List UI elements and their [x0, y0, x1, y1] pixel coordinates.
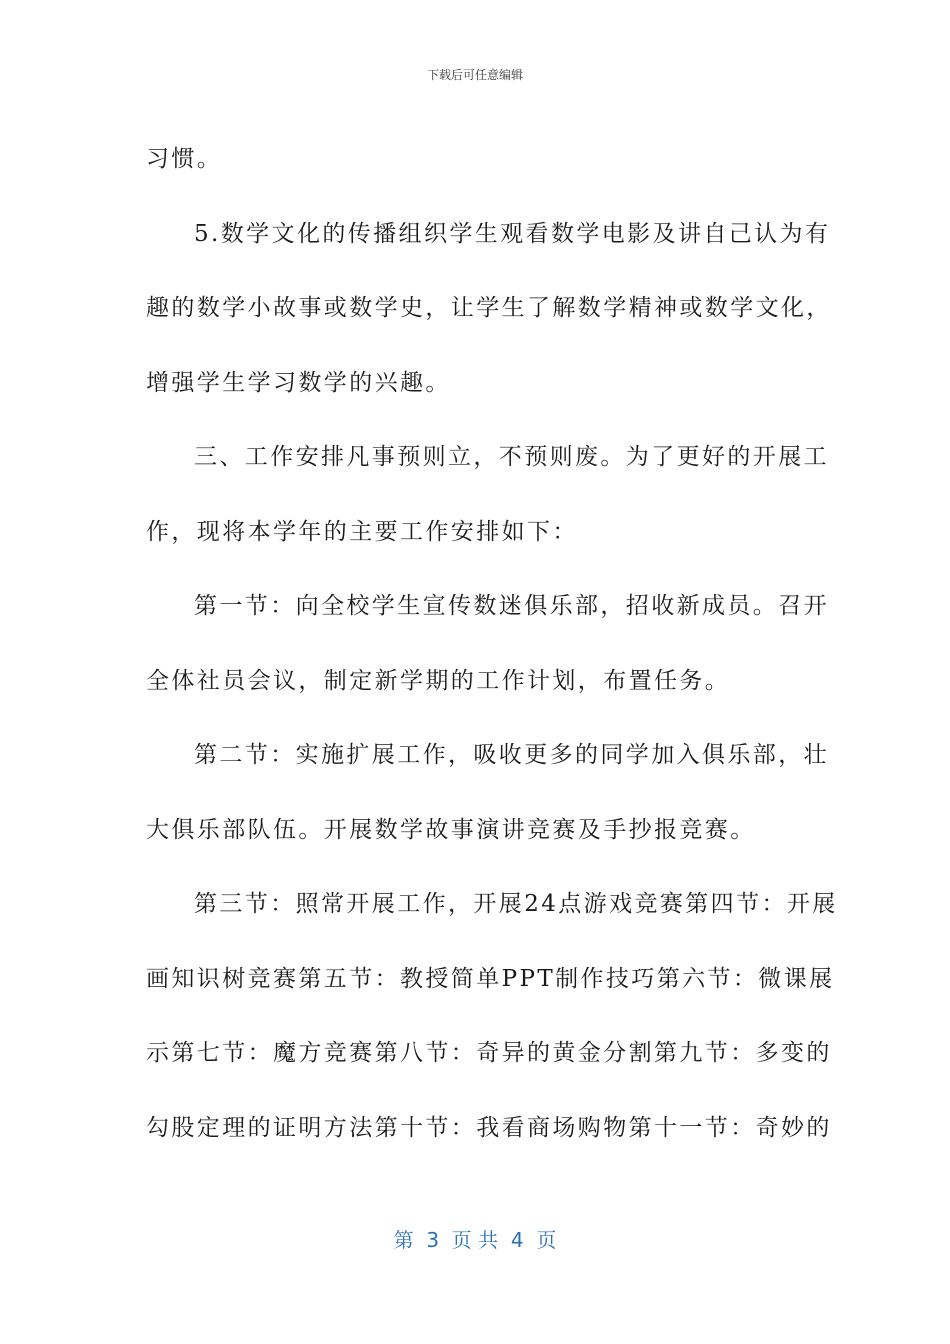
text-line: 第二节：实施扩展工作，吸收更多的同学加入俱乐部，壮 [194, 742, 829, 768]
text-line: 5.数学文化的传播组织学生观看数学电影及讲自己认为有 [194, 220, 831, 247]
text-line: 画知识树竞赛第五节：教授简单PPT制作技巧第六节：微课展 [146, 965, 835, 992]
text-line: 增强学生学习数学的兴趣。 [146, 369, 451, 396]
text-line: 三、工作安排凡事预则立，不预则废。为了更好的开展工 [194, 444, 829, 470]
page-number: 第 3 页 共 4 页 [393, 1228, 557, 1252]
text-line: 第三节：照常开展工作，开展24点游戏竞赛第四节：开展 [194, 891, 838, 917]
page-footer [0, 1224, 950, 1253]
text-line: 全体社员会议，制定新学期的工作计划，布置任务。 [146, 667, 731, 694]
text-line: 勾股定理的证明方法第十节：我看商场购物第十一节：奇妙的 [146, 1114, 832, 1141]
text-line: 示第七节：魔方竞赛第八节：奇异的黄金分割第九节：多变的 [146, 1040, 832, 1066]
text-line: 趣的数学小故事或数学史，让学生了解数学精神或数学文化， [146, 295, 832, 321]
text-line: 大俱乐部队伍。开展数学故事演讲竞赛及手抄报竞赛。 [146, 816, 756, 843]
header-note: 下载后可任意编辑 [426, 68, 523, 82]
text-line: 作，现将本学年的主要工作安排如下： [146, 518, 578, 545]
text-line: 第一节：向全校学生宣传数迷俱乐部，招收新成员。召开 [194, 593, 829, 619]
text-line: 习惯。 [146, 146, 223, 172]
document-body [146, 122, 838, 1165]
